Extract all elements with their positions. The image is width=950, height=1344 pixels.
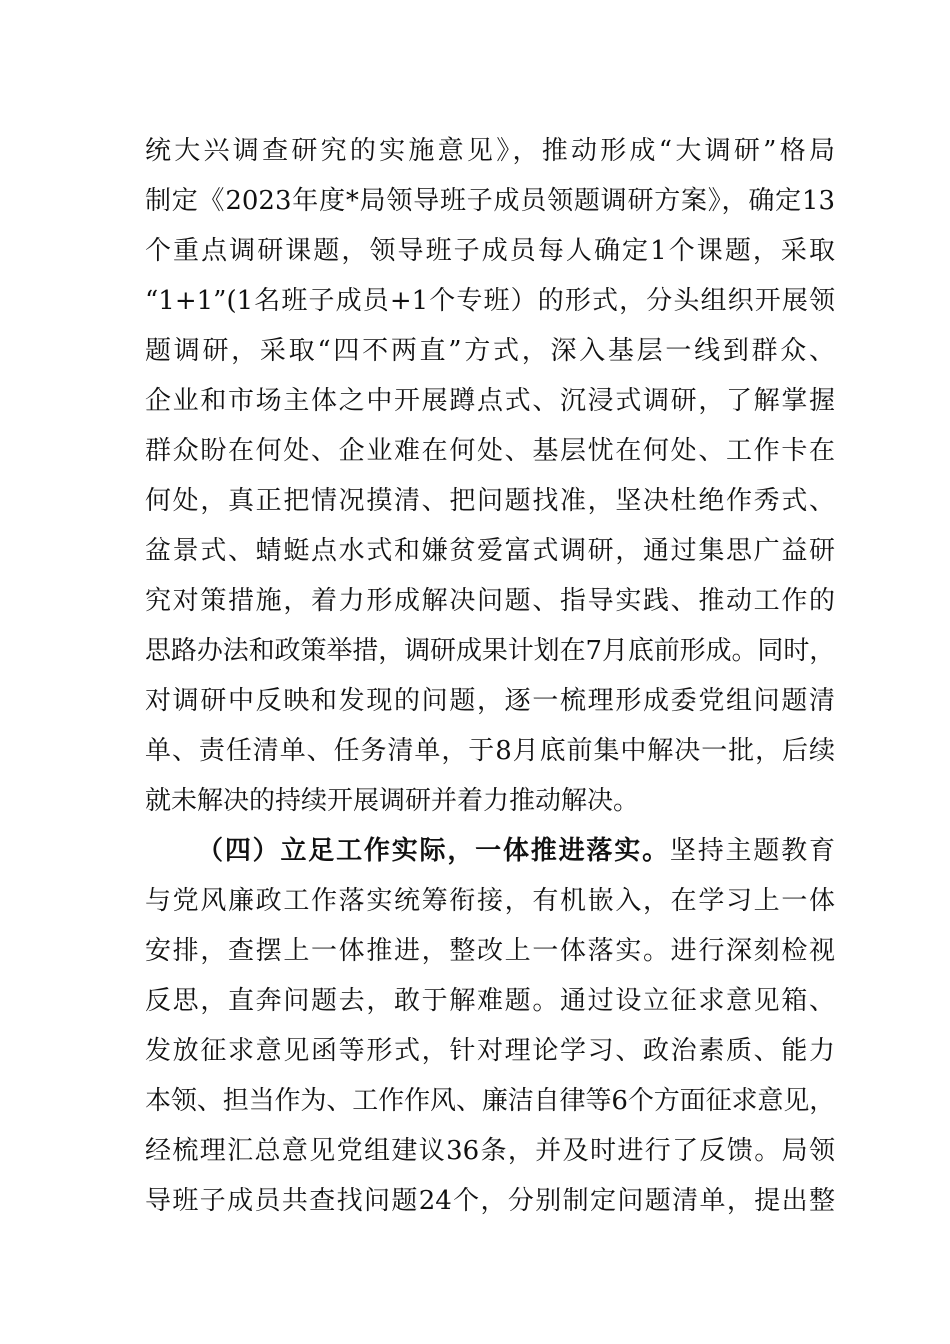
text-line: 题调研，采取“四不两直”方式，深入基层一线到群众、 [145, 336, 835, 366]
text-line: 思路办法和政策举措，调研成果计划在7月底前形成。同时， [145, 636, 835, 666]
text-line: 统大兴调查研究的实施意见》，推动形成“大调研”格局 [145, 136, 835, 166]
text-line: 何处，真正把情况摸清、把问题找准，坚决杜绝作秀式、 [145, 486, 835, 516]
text-line: 反思，直奔问题去，敢于解难题。通过设立征求意见箱、 [145, 986, 835, 1016]
text-line: 本领、担当作为、工作作风、廉洁自律等6个方面征求意见， [145, 1086, 835, 1116]
text-line: “1+1”(1名班子成员+1个专班）的形式，分头组织开展领 [145, 286, 835, 316]
text-line-first [145, 826, 835, 876]
document-body [145, 126, 835, 1226]
text-run: 坚持主题教育 [669, 836, 835, 866]
text-line: 究对策措施，着力形成解决问题、指导实践、推动工作的 [145, 586, 835, 616]
text-line: 企业和市场主体之中开展蹲点式、沉浸式调研，了解掌握 [145, 386, 835, 416]
text-line: 单、责任清单、任务清单，于8月底前集中解决一批，后续 [145, 736, 835, 766]
section-heading: （四）立足工作实际，一体推进落实。 [197, 836, 670, 866]
text-line: 对调研中反映和发现的问题，逐一梳理形成委党组问题清 [145, 686, 835, 716]
paragraph-research [145, 126, 835, 826]
text-line: 与党风廉政工作落实统筹衔接，有机嵌入，在学习上一体 [145, 886, 835, 916]
text-line: 制定《2023年度*局领导班子成员领题调研方案》，确定13 [145, 186, 835, 216]
text-line: 群众盼在何处、企业难在何处、基层忧在何处、工作卡在 [145, 436, 835, 466]
text-line: 盆景式、蜻蜓点水式和嫌贫爱富式调研，通过集思广益研 [145, 536, 835, 566]
text-line: 个重点调研课题，领导班子成员每人确定1个课题，采取 [145, 236, 835, 266]
text-line: 经梳理汇总意见党组建议36条，并及时进行了反馈。局领 [145, 1136, 835, 1166]
paragraph-implementation [145, 826, 835, 1226]
text-line: 安排，查摆上一体推进，整改上一体落实。进行深刻检视 [145, 936, 835, 966]
text-line: 就未解决的持续开展调研并着力推动解决。 [145, 786, 640, 816]
text-line: 导班子成员共查找问题24个，分别制定问题清单，提出整 [145, 1186, 835, 1216]
text-line: 发放征求意见函等形式，针对理论学习、政治素质、能力 [145, 1036, 835, 1066]
